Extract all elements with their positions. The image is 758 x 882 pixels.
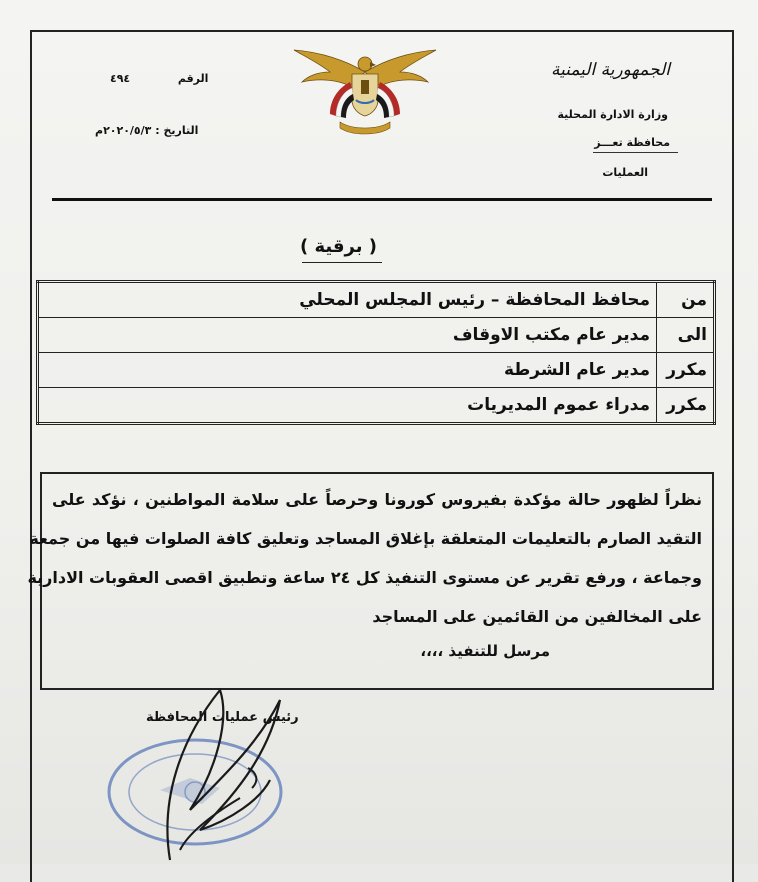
date-value: ٢٠٢٠/٥/٣م — [95, 124, 152, 137]
closing-line: مرسل للتنفيذ ،،،، — [420, 642, 550, 660]
header-divider — [52, 198, 712, 201]
table-row — [38, 282, 715, 318]
document-type-underline — [302, 262, 382, 263]
reference-number-label: الرقم — [177, 72, 209, 85]
reference-number — [110, 72, 208, 85]
body-line: التقيد الصارم بالتعليمات المتعلقة بإغلاق المساجد وتعليق كافة الصلوات فيها من جمعة — [29, 529, 702, 548]
table-row — [38, 388, 715, 424]
cc-value: مدير عام الشرطة — [38, 353, 657, 388]
yemen-emblem-icon — [290, 42, 440, 138]
message-body — [27, 472, 714, 690]
signer-title: رئيس عمليات المحافظة — [146, 710, 299, 725]
body-line: على المخالفين من القائمين على المساجد — [372, 607, 702, 626]
table-row — [38, 353, 715, 388]
signature-icon — [120, 680, 320, 864]
to-value: مدير عام مكتب الاوقاف — [38, 318, 657, 353]
date-label: التاريخ : — [155, 124, 199, 137]
governorate-underline — [593, 152, 678, 153]
addressee-table — [36, 280, 716, 425]
reference-number-value: ٤٩٤ — [110, 72, 131, 85]
document-date — [95, 124, 198, 137]
to-label: الى — [657, 318, 715, 353]
body-line: وجماعة ، ورفع تقرير عن مستوى التنفيذ كل ٢٤ ساعة وتطبيق اقصى العقوبات الادارية — [27, 568, 702, 587]
governorate-name: محافظة تعـــز — [594, 136, 670, 149]
from-value: محافظ المحافظة – رئيس المجلس المحلي — [38, 282, 657, 318]
department-name: العمليات — [602, 166, 648, 179]
ministry-name: وزارة الادارة المحلية — [557, 108, 668, 121]
from-label: من — [657, 282, 715, 318]
body-line: نظراً لظهور حالة مؤكدة بفيروس كورونا وحرصاً على سلامة المواطنين ، نؤكد على — [52, 490, 702, 509]
cc-value: مدراء عموم المديريات — [38, 388, 657, 424]
document-type: ( برقية ) — [300, 236, 377, 257]
table-row — [38, 318, 715, 353]
republic-title: الجمهورية اليمنية — [550, 60, 670, 80]
cc-label: مكرر — [657, 353, 715, 388]
cc-label: مكرر — [657, 388, 715, 424]
